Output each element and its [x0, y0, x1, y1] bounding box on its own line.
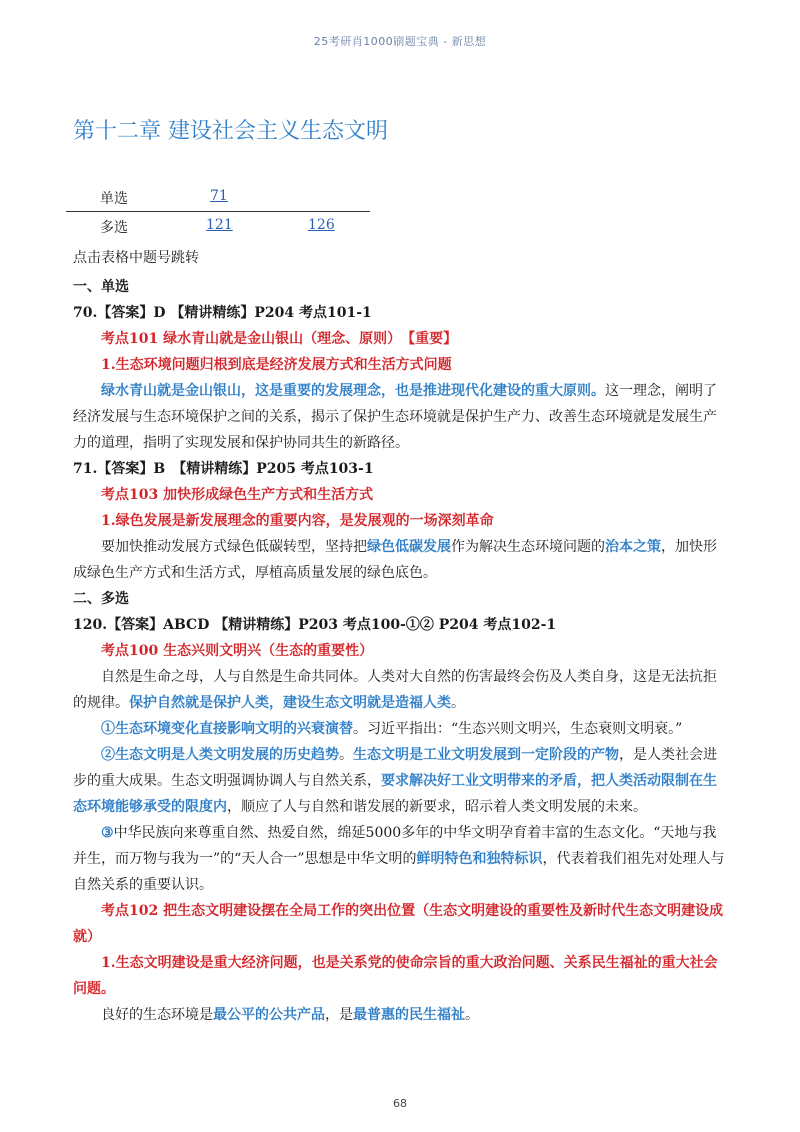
text-segment: 二、多选 [73, 591, 129, 607]
text-segment: 就） [73, 929, 101, 945]
text-line [73, 534, 733, 560]
question-link-126[interactable]: 126 [308, 217, 335, 233]
page-header: 25考研肖1000刷题宝典 - 新思想 [313, 35, 487, 48]
text-line [73, 690, 733, 716]
text-line [73, 560, 733, 586]
text-segment: 绿水青山就是金山银山，这是重要的发展理念，也是推进现代化建设的重大原则。 [101, 383, 605, 399]
text-segment: 要加快推动发展方式绿色低碳转型，坚持把 [101, 539, 367, 555]
text-line [73, 976, 733, 1002]
text-segment: ，加快形 [661, 539, 717, 555]
page-number: 68 [393, 1097, 407, 1110]
text-segment: 71.【答案】B 【精讲精练】P205 考点103-1 [73, 461, 374, 477]
text-line [73, 456, 733, 482]
text-segment: ，是 [325, 1007, 353, 1023]
text-line [73, 924, 733, 950]
text-line [73, 898, 733, 924]
text-segment: 最普惠的民生福祉 [353, 1007, 465, 1023]
jump-hint: 点击表格中题号跳转 [73, 250, 199, 266]
text-line [73, 404, 733, 430]
text-segment: 最公平的公共产品 [213, 1007, 325, 1023]
text-line [73, 768, 733, 794]
text-line [73, 352, 733, 378]
question-jump-table [66, 183, 370, 240]
text-segment: 这一理念，阐明了 [605, 383, 717, 399]
text-segment: 问题。 [73, 981, 115, 997]
text-segment: 一、单选 [73, 279, 129, 295]
text-line [73, 846, 733, 872]
text-line [73, 664, 733, 690]
text-segment: 成绿色生产方式和生活方式，厚植高质量发展的绿色底色。 [73, 565, 437, 581]
row-label-single: 单选 [100, 191, 128, 207]
text-line [73, 638, 733, 664]
text-line [73, 508, 733, 534]
text-segment: 生态文明是工业文明发展到一定阶段的产物 [353, 747, 619, 763]
text-line [73, 742, 733, 768]
text-segment: 考点102 把生态文明建设摆在全局工作的突出位置（生态文明建设的重要性及新时代生态文明建设成 [101, 903, 724, 919]
answer-content [73, 274, 733, 1028]
text-segment: 。习近平指出：“生态兴则文明兴，生态衰则文明衰。” [353, 721, 683, 737]
text-segment: ，顺应了人与自然和谐发展的新要求，昭示着人类文明发展的未来。 [227, 799, 647, 815]
text-segment: 力的道理，指明了实现发展和保护协同共生的新路径。 [73, 435, 409, 451]
text-segment: 经济发展与生态环境保护之间的关系，揭示了保护生态环境就是保护生产力、改善生态环境就是发展生产 [73, 409, 717, 425]
text-line [73, 326, 733, 352]
text-line [73, 872, 733, 898]
text-line [73, 950, 733, 976]
text-segment: ，是人类社会进 [619, 747, 717, 763]
question-link-71[interactable]: 71 [210, 188, 228, 204]
text-segment: 要求解决好工业文明带来的矛盾，把人类活动限制在生 [381, 773, 717, 789]
text-segment: ②生态文明是人类文明发展的历史趋势 [101, 747, 339, 763]
text-segment: 。 [451, 695, 465, 711]
text-segment: 考点100 生态兴则文明兴（生态的重要性） [101, 643, 374, 659]
text-segment: 70.【答案】D 【精讲精练】P204 考点101-1 [73, 305, 372, 321]
text-segment: 1.生态文明建设是重大经济问题，也是关系党的使命宗旨的重大政治问题、关系民生福祉的重大社会 [101, 955, 718, 971]
text-segment: 绿色低碳发展 [367, 539, 451, 555]
text-segment: 自然关系的重要认识。 [73, 877, 213, 893]
text-segment: 治本之策 [605, 539, 661, 555]
table-row-multi [66, 212, 370, 240]
text-segment: 中华民族向来尊重自然、热爱自然，绵延5000多年的中华文明孕育着丰富的生态文化。“天地与我 [113, 825, 717, 841]
text-segment: 步的重大成果。生态文明强调协调人与自然关系， [73, 773, 381, 789]
text-segment: 120.【答案】ABCD 【精讲精练】P203 考点100-①② P204 考点102-1 [73, 617, 557, 633]
text-line [73, 794, 733, 820]
text-line [73, 482, 733, 508]
text-segment: 考点101 绿水青山就是金山银山（理念、原则） 【重要】 [101, 331, 458, 347]
text-line [73, 586, 733, 612]
text-line [73, 716, 733, 742]
row-label-multi: 多选 [100, 220, 128, 236]
text-segment: 自然是生命之母，人与自然是生命共同体。人类对大自然的伤害最终会伤及人类自身，这是无法抗拒 [101, 669, 717, 685]
text-segment: 。 [339, 747, 353, 763]
table-row-single [66, 183, 370, 212]
text-segment: 并生，而万物与我为一”的“天人合一”思想是中华文明的 [73, 851, 417, 867]
text-line [73, 300, 733, 326]
text-segment: 1.绿色发展是新发展理念的重要内容，是发展观的一场深刻革命 [101, 513, 494, 529]
text-segment: 考点103 加快形成绿色生产方式和生活方式 [101, 487, 374, 503]
text-line [73, 430, 733, 456]
text-line [73, 1002, 733, 1028]
text-segment: ，代表着我们祖先对处理人与 [542, 851, 725, 867]
text-segment: ①生态环境变化直接影响文明的兴衰演替 [101, 721, 353, 737]
text-segment: 1.生态环境问题归根到底是经济发展方式和生活方式问题 [101, 357, 452, 373]
text-segment: 鲜明特色和独特标识 [416, 851, 543, 867]
text-segment: 。 [465, 1007, 479, 1023]
text-segment: ③ [101, 825, 114, 841]
text-line [73, 612, 733, 638]
text-line [73, 820, 733, 846]
text-segment: 作为解决生态环境问题的 [451, 539, 605, 555]
text-line [73, 378, 733, 404]
chapter-title: 第十二章 建设社会主义生态文明 [73, 119, 388, 144]
text-segment: 保护自然就是保护人类，建设生态文明就是造福人类 [129, 695, 451, 711]
text-segment: 良好的生态环境是 [101, 1007, 213, 1023]
text-line [73, 274, 733, 300]
question-link-121[interactable]: 121 [206, 217, 233, 233]
text-segment: 的规律。 [73, 695, 129, 711]
text-segment: 态环境能够承受的限度内 [73, 799, 227, 815]
